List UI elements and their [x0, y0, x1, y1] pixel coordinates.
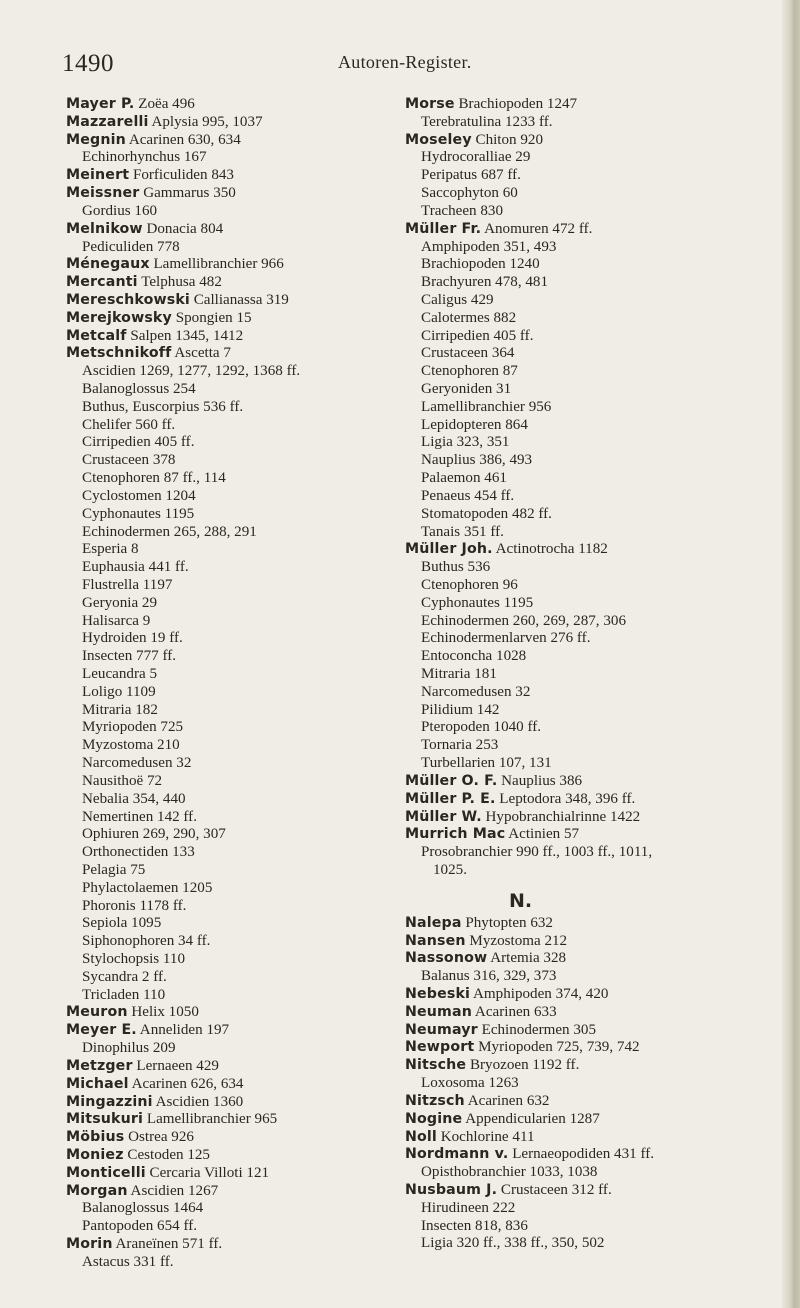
index-subentry: Balanus 316, 329, 373	[421, 968, 557, 985]
index-subentry: Brachyuren 478, 481	[421, 274, 549, 291]
index-subentry: Ctenophoren 87 ff., 114	[82, 470, 226, 487]
index-subentry: Geryoniden 31	[421, 381, 512, 397]
index-subentry: Narcomedusen 32	[421, 683, 531, 700]
index-entry	[66, 167, 396, 185]
index-subentry: Cyphonautes 1195	[82, 505, 195, 522]
index-subentry: Ctenophoren 96	[421, 576, 518, 593]
index-subentry: Flustrella 1197	[82, 576, 173, 593]
index-subentry: Echinodermenlarven 276 ff.	[421, 630, 591, 647]
index-entry	[405, 791, 760, 809]
index-entry	[405, 826, 760, 844]
entry-topic: Anneliden 197	[139, 1022, 230, 1039]
index-entry	[405, 809, 760, 827]
index-subentry: Palaemon 461	[421, 470, 507, 487]
index-entry	[66, 132, 396, 150]
author-name: Nalepa	[405, 914, 462, 931]
author-name: Müller O. F.	[405, 772, 498, 789]
entry-topic: Chiton 920	[475, 131, 544, 148]
index-subentry: Insecten 818, 836	[421, 1217, 528, 1234]
index-subentry: Sycandra 2 ff.	[82, 968, 167, 985]
author-name: Megnin	[66, 131, 126, 148]
entry-topic: Leptodora 348, 396 ff.	[499, 790, 636, 807]
index-entry	[405, 132, 760, 150]
index-entry	[66, 1111, 396, 1129]
entry-topic: Appendicularien 1287	[465, 1110, 600, 1127]
index-subentry: Terebratulina 1233 ff.	[421, 113, 553, 130]
author-name: Morgan	[66, 1182, 128, 1199]
entry-topic: Spongien 15	[175, 309, 252, 326]
author-name: Metzger	[66, 1057, 133, 1074]
author-name: Müller Joh.	[405, 541, 493, 558]
index-entry	[405, 1004, 760, 1022]
author-name: Meissner	[66, 185, 140, 202]
index-subentry: Ligia 320 ff., 338 ff., 350, 502	[421, 1235, 605, 1252]
right-column	[405, 96, 760, 1253]
author-name: Metschnikoff	[66, 345, 172, 362]
author-name: Möbius	[66, 1129, 125, 1146]
entry-topic: Salpen 1345, 1412	[130, 327, 244, 344]
index-subentry: Pilidium 142	[421, 701, 500, 718]
index-entry	[66, 1183, 396, 1201]
author-name: Müller P. E.	[405, 790, 496, 807]
entry-topic: Ascidien 1267	[130, 1182, 219, 1199]
index-subentry: Balanoglossus 254	[82, 381, 196, 397]
index-subentry: Ascidien 1269, 1277, 1292, 1368 ff.	[82, 363, 301, 380]
entry-topic: Callianassa 319	[193, 291, 289, 308]
entry-topic: Helix 1050	[131, 1004, 199, 1021]
left-column	[66, 96, 396, 1272]
index-entry	[405, 1093, 760, 1111]
author-name: Michael	[66, 1075, 129, 1092]
index-entry	[66, 1058, 396, 1076]
index-subentry: Leucandra 5	[82, 666, 158, 682]
index-entry	[66, 1076, 396, 1094]
index-entry	[405, 773, 760, 791]
entry-topic: Lernaeen 429	[136, 1057, 219, 1074]
index-subentry: Tracheen 830	[421, 202, 504, 219]
entry-topic: Ascidien 1360	[155, 1093, 244, 1110]
index-entry	[405, 96, 760, 114]
author-name: Noll	[405, 1128, 437, 1145]
page-number: 1490	[62, 50, 114, 77]
index-subentry: Nauplius 386, 493	[421, 452, 533, 469]
index-subentry: Ophiuren 269, 290, 307	[82, 826, 226, 843]
index-entry	[405, 1129, 760, 1147]
author-name: Neumayr	[405, 1021, 478, 1038]
author-name: Müller Fr.	[405, 220, 482, 237]
author-name: Nusbaum J.	[405, 1181, 498, 1198]
index-entry	[405, 933, 760, 951]
author-name: Mercanti	[66, 274, 138, 291]
entry-topic: Artemia 328	[490, 950, 567, 967]
author-name: Moniez	[66, 1146, 124, 1163]
index-subentry: Ctenophoren 87	[421, 363, 518, 380]
author-name: Meinert	[66, 167, 130, 184]
entry-topic: Araneïnen 571 ff.	[115, 1236, 223, 1252]
entry-topic: Myriopoden 725, 739, 742	[478, 1039, 640, 1056]
index-subentry: Prosobranchier 990 ff., 1003 ff., 1011,	[421, 844, 653, 861]
entry-topic: Zoëa 496	[138, 96, 195, 112]
index-subentry: Penaeus 454 ff.	[421, 487, 515, 504]
index-entry	[66, 345, 396, 363]
index-subentry: Pediculiden 778	[82, 238, 180, 255]
entry-topic: Acarinen 626, 634	[131, 1075, 244, 1092]
index-subentry: Brachiopoden 1240	[421, 256, 540, 273]
index-subentry: Cirripedien 405 ff.	[82, 434, 195, 451]
index-subentry: Peripatus 687 ff.	[421, 167, 521, 184]
author-name: Monticelli	[66, 1164, 146, 1181]
index-subentry: Hydrocoralliae 29	[421, 149, 531, 166]
index-subentry: Geryonia 29	[82, 594, 158, 611]
author-name: Ménegaux	[66, 256, 150, 273]
index-subentry: Phylactolaemen 1205	[82, 879, 213, 896]
entry-topic: Nauplius 386	[501, 772, 583, 789]
author-name: Morse	[405, 96, 455, 112]
author-name: Nassonow	[405, 950, 488, 967]
index-entry	[405, 1022, 760, 1040]
index-subentry: Crustaceen 364	[421, 345, 515, 362]
entry-topic: Donacia 804	[146, 220, 224, 237]
index-entry	[66, 1004, 396, 1022]
index-subentry: Nausithoë 72	[82, 772, 163, 789]
index-subentry: Hydroiden 19 ff.	[82, 630, 183, 647]
index-subentry: Esperia 8	[82, 541, 139, 558]
entry-continuation: 1025.	[433, 861, 467, 878]
index-subentry: Siphonophoren 34 ff.	[82, 933, 211, 950]
author-name: Mayer P.	[66, 96, 135, 112]
index-subentry: Tanais 351 ff.	[421, 523, 504, 540]
author-name: Mitsukuri	[66, 1111, 144, 1128]
index-subentry: Pelagia 75	[82, 861, 146, 878]
entry-topic: Crustaceen 312 ff.	[500, 1181, 612, 1198]
index-subentry: Loxosoma 1263	[421, 1075, 519, 1092]
entry-topic: Lamellibranchier 966	[153, 256, 284, 273]
index-entry	[66, 185, 396, 203]
index-entry	[66, 1094, 396, 1112]
index-entry	[405, 221, 760, 239]
entry-topic: Lamellibranchier 965	[146, 1111, 278, 1128]
index-subentry: Lepidopteren 864	[421, 416, 528, 433]
index-subentry: Buthus, Euscorpius 536 ff.	[82, 398, 244, 415]
index-entry	[66, 221, 396, 239]
index-subentry: Opisthobranchier 1033, 1038	[421, 1164, 598, 1181]
entry-topic: Cestoden 125	[127, 1146, 210, 1163]
index-entry	[66, 1236, 396, 1254]
index-subentry: Entoconcha 1028	[421, 648, 527, 665]
entry-topic: Bryozoen 1192 ff.	[469, 1057, 580, 1074]
index-subentry: Cyclostomen 1204	[82, 487, 196, 504]
index-subentry: Cyphonautes 1195	[421, 594, 534, 611]
author-name: Nordmann v.	[405, 1146, 509, 1163]
index-subentry: Cirripedien 405 ff.	[421, 327, 534, 344]
index-subentry: Turbellarien 107, 131	[421, 755, 552, 772]
entry-topic: Kochlorine 411	[440, 1128, 535, 1145]
author-name: Newport	[405, 1039, 475, 1056]
index-entry	[405, 1146, 760, 1164]
index-subentry: Stomatopoden 482 ff.	[421, 505, 552, 522]
index-subentry: Nebalia 354, 440	[82, 790, 186, 807]
entry-topic: Acarinen 630, 634	[128, 131, 241, 148]
index-subentry: Tricladen 110	[82, 986, 166, 1003]
entry-topic: Ascetta 7	[174, 345, 231, 362]
index-subentry: Insecten 777 ff.	[82, 648, 177, 665]
index-entry	[66, 1129, 396, 1147]
index-subentry: Astacus 331 ff.	[82, 1253, 174, 1270]
author-name: Müller W.	[405, 808, 482, 825]
index-entry	[405, 986, 760, 1004]
index-entry	[66, 114, 396, 132]
index-subentry: Pteropoden 1040 ff.	[421, 719, 542, 736]
index-entry	[66, 1022, 396, 1040]
entry-topic: Cercaria Villoti 121	[149, 1164, 270, 1181]
index-entry	[405, 915, 760, 933]
index-entry	[66, 96, 396, 114]
index-subentry: Loligo 1109	[82, 683, 156, 700]
author-name: Nebeski	[405, 986, 471, 1002]
index-subentry: Crustaceen 378	[82, 452, 176, 469]
index-entry	[66, 292, 396, 310]
author-name: Nogine	[405, 1110, 463, 1127]
entry-topic: Phytopten 632	[465, 914, 553, 931]
index-subentry: Myriopoden 725	[82, 719, 184, 736]
index-subentry: Buthus 536	[421, 559, 491, 576]
author-name: Meuron	[66, 1004, 128, 1021]
author-name: Mazzarelli	[66, 113, 149, 130]
author-name: Nitsche	[405, 1057, 467, 1074]
author-name: Mereschkowski	[66, 291, 190, 308]
entry-topic: Actinien 57	[508, 826, 580, 843]
index-entry	[405, 1111, 760, 1129]
index-subentry: Ligia 323, 351	[421, 434, 510, 451]
author-name: Nitzsch	[405, 1092, 465, 1109]
index-subentry: Amphipoden 351, 493	[421, 238, 557, 255]
index-entry	[405, 1039, 760, 1057]
index-subentry: Halisarca 9	[82, 612, 151, 629]
index-subentry: Tornaria 253	[421, 737, 499, 754]
entry-topic: Myzostoma 212	[469, 932, 568, 949]
index-subentry: Myzostoma 210	[82, 737, 180, 754]
author-name: Mingazzini	[66, 1093, 153, 1110]
index-entry	[405, 541, 760, 559]
index-subentry: Hirudineen 222	[421, 1199, 516, 1216]
index-subentry: Lamellibranchier 956	[421, 398, 552, 415]
index-entry	[405, 1182, 760, 1200]
index-subentry: Stylochopsis 110	[82, 951, 186, 967]
entry-topic: Aplysia 995, 1037	[151, 113, 263, 130]
entry-topic: Actinotrocha 1182	[495, 541, 608, 558]
index-entry	[66, 256, 396, 274]
index-subentry: Echinorhynchus 167	[82, 149, 207, 166]
author-name: Meyer E.	[66, 1022, 137, 1039]
author-name: Nansen	[405, 932, 466, 949]
entry-topic: Gammarus 350	[143, 185, 236, 202]
entry-topic: Brachiopoden 1247	[458, 96, 578, 112]
index-subentry: Balanoglossus 1464	[82, 1200, 204, 1217]
author-name: Moseley	[405, 131, 472, 148]
index-subentry: Calotermes 882	[421, 309, 517, 326]
entry-topic: Hypobranchialrinne 1422	[485, 808, 641, 825]
index-subentry: Euphausia 441 ff.	[82, 559, 189, 576]
entry-topic: Acarinen 632	[467, 1092, 550, 1109]
index-entry	[66, 274, 396, 292]
entry-topic: Echinodermen 305	[481, 1021, 597, 1038]
index-subentry: Saccophyton 60	[421, 185, 518, 202]
running-head: Autoren-Register.	[338, 52, 472, 72]
author-name: Merejkowsky	[66, 309, 172, 326]
entry-topic: Anomuren 472 ff.	[484, 220, 593, 237]
index-subentry: Dinophilus 209	[82, 1040, 176, 1057]
author-name: Murrich Mac	[405, 826, 506, 843]
entry-topic: Ostrea 926	[128, 1129, 194, 1146]
index-entry	[66, 310, 396, 328]
entry-topic: Acarinen 633	[474, 1003, 557, 1020]
author-name: Neuman	[405, 1003, 472, 1020]
index-entry	[66, 1165, 396, 1183]
index-subentry: Echinodermen 260, 269, 287, 306	[421, 612, 626, 629]
page-edge	[782, 0, 800, 1308]
index-subentry: Nemertinen 142 ff.	[82, 808, 197, 825]
index-subentry: Caligus 429	[421, 291, 494, 308]
index-subentry: Echinodermen 265, 288, 291	[82, 523, 257, 540]
entry-topic: Forficuliden 843	[132, 167, 234, 184]
entry-topic: Lernaeopodiden 431 ff.	[512, 1146, 654, 1163]
index-subentry: Mitraria 181	[421, 666, 497, 682]
author-name: Metcalf	[66, 327, 127, 344]
index-subentry: Gordius 160	[82, 202, 158, 219]
index-entry	[405, 1057, 760, 1075]
index-subentry: Mitraria 182	[82, 701, 158, 718]
index-subentry: Sepiola 1095	[82, 915, 162, 932]
entry-topic: Amphipoden 374, 420	[473, 986, 609, 1002]
index-entry	[405, 950, 760, 968]
author-name: Melnikow	[66, 220, 143, 237]
entry-topic: Telphusa 482	[141, 274, 222, 291]
index-subentry: Narcomedusen 32	[82, 755, 192, 772]
index-subentry: Orthonectiden 133	[82, 844, 195, 861]
index-entry	[66, 1147, 396, 1165]
index-entry	[66, 328, 396, 346]
index-subentry: Phoronis 1178 ff.	[82, 897, 187, 914]
index-subentry: Chelifer 560 ff.	[82, 416, 176, 433]
section-letter-heading: N.	[509, 889, 533, 912]
index-subentry: Pantopoden 654 ff.	[82, 1218, 198, 1235]
author-name: Morin	[66, 1236, 113, 1252]
